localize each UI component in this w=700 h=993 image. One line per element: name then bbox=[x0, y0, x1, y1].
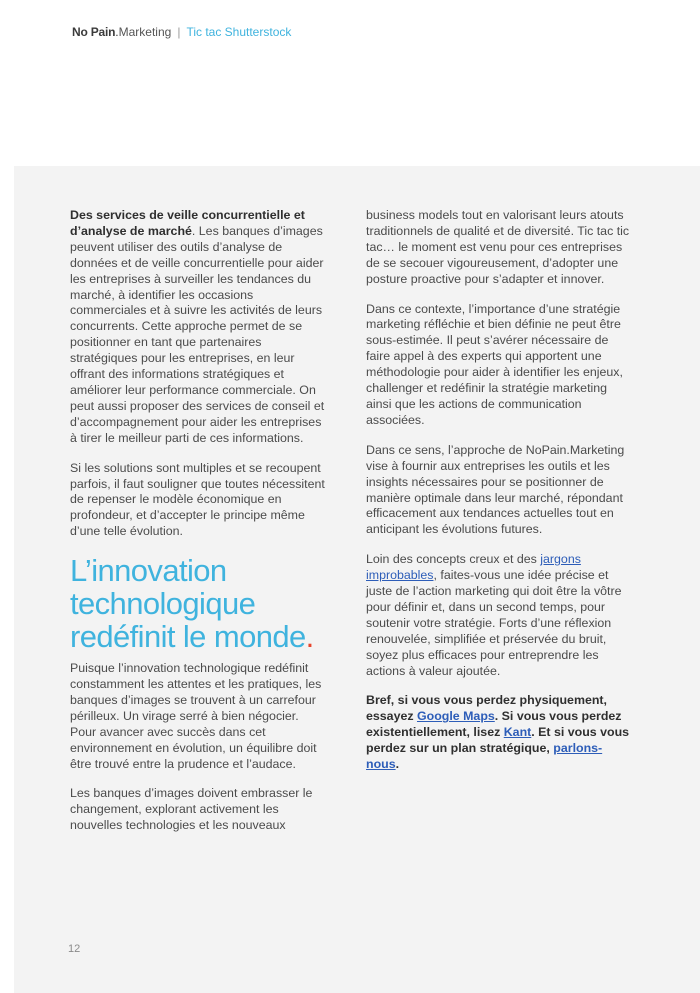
section-heading-text: L’innovation technologique redéfinit le monde bbox=[70, 553, 306, 655]
brand-suffix: Marketing bbox=[118, 25, 172, 39]
paragraph-contexte: Dans ce contexte, l’importance d’une stratégie marketing réfléchie et bien définie ne peut être sous-estimée. Il peut s’avérer nécessaire de faire appel à des experts qui apportent une méthodologie pour aider à identifier les enjeux, challenger et redéfinir la stratégie marketing ainsi que les actions de communication associées. bbox=[366, 301, 623, 427]
conclusion-part-2: . Si vous vous perdez existentiellement, lisez bbox=[366, 709, 622, 740]
paragraph-business-models: business models tout en valorisant leurs atouts traditionnels de qualité et de diversité. Tic tac tic tac… le moment est venu pour ces entreprises de se secouer vigoureusement, d’adopter une posture proactive pour s’adapter et innover. bbox=[366, 208, 630, 286]
paragraph-innovation: Puisque l’innovation technologique redéfinit constamment les attentes et les pratiques, les banques d’images se trouvent à un carrefour périlleux. Un virage serré à bien négocier. Pour avancer avec succès dans cet environnement en évolution, un équilibre doit être trouvé entre la prudence et l’audace. bbox=[70, 661, 322, 771]
right-column bbox=[366, 208, 632, 787]
paragraph-approche: Dans ce sens, l’approche de NoPain.Marketing vise à fournir aux entreprises les outils et les insights nécessaires pour se positionner de manière optimale dans leur marché, répondant efficacement aux tendances actuelles tout en anticipant les évolutions futures. bbox=[366, 442, 625, 537]
paragraph-veille bbox=[70, 208, 328, 447]
paragraph-concepts bbox=[366, 552, 632, 679]
header-subtitle: Tic tac Shutterstock bbox=[186, 25, 292, 39]
left-column bbox=[70, 208, 328, 848]
paragraph-changement: Les banques d’images doivent embrasser le changement, explorant activement les nouvelles technologies et les nouveaux bbox=[70, 786, 313, 833]
paragraph-concepts-end: , faites-vous une idée précise et juste de l’action marketing qui doit être la vôtre pour définir et, dans un second temps, pour soutenir votre stratégie. Forts d’une réflexion renouvelée, simplifiée et préservée du bruit, soyez plus efficaces pour entreprendre les actions à valeur ajoutée. bbox=[366, 568, 622, 678]
jargons-link[interactable]: jargons improbables bbox=[366, 552, 581, 583]
paragraph-conclusion bbox=[366, 693, 632, 773]
brand-name: No Pain bbox=[72, 25, 116, 39]
paragraph-veille-lead: Des services de veille concurrentielle et d’analyse de marché bbox=[70, 208, 305, 238]
page-header bbox=[72, 24, 291, 40]
paragraph-veille-text: . Les banques d’images peuvent utiliser des outils d’analyse de données et de veille concurrentielle pour aider les entreprises à surveiller les tendances du marché, à identifier les occasions commerciales et à suivre les activités de leurs concurrents. Cette approche permet de se positionner en tant que partenaires stratégiques pour les entreprises, en leur offrant des informations stratégiques et améliorer leur performance commerciale. On peut aussi proposer des services de conseil et d’accompagnement pour aider les entreprises à tirer le meilleur parti de ces informations. bbox=[70, 223, 325, 445]
header-separator: | bbox=[177, 25, 181, 39]
paragraph-solutions: Si les solutions sont multiples et se recoupent parfois, il faut souligner que toutes nécessitent de repenser le modèle économique en profondeur, et d’accepter le principe même d’une telle évolution. bbox=[70, 460, 325, 539]
heading-accent-dot: . bbox=[305, 619, 314, 655]
conclusion-part-4: . bbox=[395, 757, 400, 772]
conclusion-part-1: Bref, si vous vous perdez physiquement, essayez bbox=[366, 693, 607, 724]
page-number: 12 bbox=[68, 943, 81, 955]
kant-link[interactable]: Kant bbox=[503, 725, 532, 740]
section-heading bbox=[70, 554, 328, 653]
parlons-nous-link[interactable]: parlons-nous bbox=[366, 741, 603, 772]
conclusion-part-3: . Et si vous vous perdez sur un plan stratégique, bbox=[366, 725, 630, 756]
google-maps-link[interactable]: Google Maps bbox=[416, 709, 495, 724]
brand-dot: . bbox=[115, 25, 119, 39]
paragraph-concepts-start: Loin des concepts creux et des bbox=[366, 552, 541, 567]
